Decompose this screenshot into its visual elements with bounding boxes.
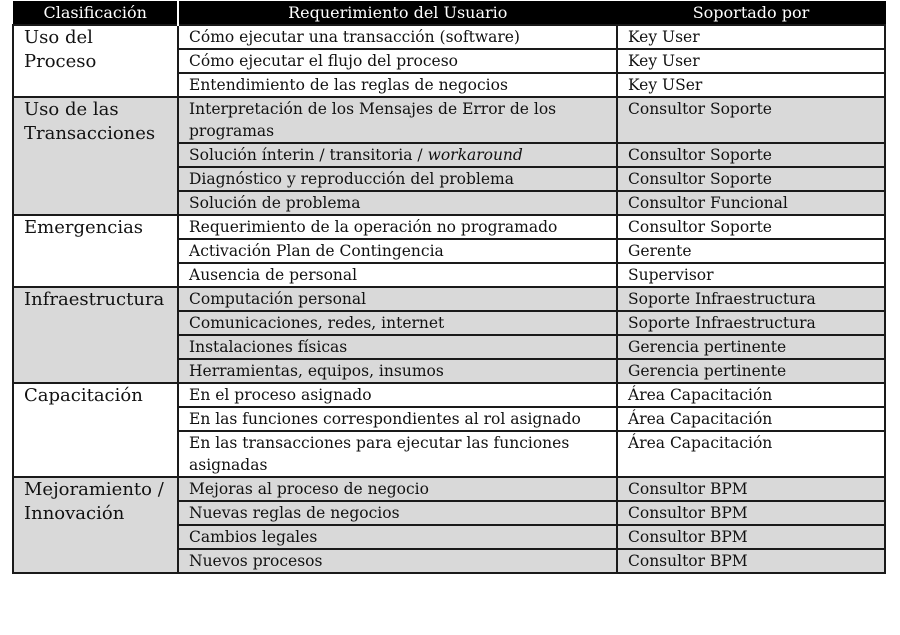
support-cell: Consultor Soporte [617, 215, 885, 239]
requirement-italic-text: workaround [427, 146, 523, 164]
requirement-cell: Entendimiento de las reglas de negocios [178, 73, 617, 97]
support-cell: Gerencia pertinente [617, 359, 885, 383]
requirement-cell [178, 143, 617, 167]
requirement-cell: Cómo ejecutar una transacción (software) [178, 25, 617, 49]
support-matrix-table [12, 1, 886, 574]
support-cell: Consultor BPM [617, 549, 885, 573]
table-row [13, 477, 885, 501]
support-cell: Área Capacitación [617, 407, 885, 431]
support-cell: Consultor Soporte [617, 97, 885, 143]
support-cell: Key User [617, 25, 885, 49]
requirement-cell: Interpretación de los Mensajes de Error de los programas [178, 97, 617, 143]
support-cell: Gerencia pertinente [617, 335, 885, 359]
support-cell: Área Capacitación [617, 383, 885, 407]
group-capacitacion [13, 383, 885, 477]
requirement-cell: Solución de problema [178, 191, 617, 215]
category-cell: Emergencias [13, 215, 178, 287]
support-cell: Consultor Soporte [617, 143, 885, 167]
table-row [13, 25, 885, 49]
header-requerimiento: Requerimiento del Usuario [178, 1, 617, 25]
category-cell: Capacitación [13, 383, 178, 477]
table-row [13, 383, 885, 407]
support-cell: Soporte Infraestructura [617, 311, 885, 335]
requirement-cell: Mejoras al proceso de negocio [178, 477, 617, 501]
group-mejoramiento-innovacion [13, 477, 885, 573]
requirement-cell: Activación Plan de Contingencia [178, 239, 617, 263]
support-cell: Área Capacitación [617, 431, 885, 477]
requirement-cell: Nuevos procesos [178, 549, 617, 573]
support-cell: Consultor Soporte [617, 167, 885, 191]
requirement-cell: Computación personal [178, 287, 617, 311]
requirement-cell: Nuevas reglas de negocios [178, 501, 617, 525]
requirement-cell: Ausencia de personal [178, 263, 617, 287]
requirement-cell: Requerimiento de la operación no programado [178, 215, 617, 239]
support-cell: Supervisor [617, 263, 885, 287]
requirement-cell: Instalaciones físicas [178, 335, 617, 359]
requirement-text: Solución ínterin / transitoria / [189, 146, 428, 164]
requirement-cell: Diagnóstico y reproducción del problema [178, 167, 617, 191]
requirement-cell: En el proceso asignado [178, 383, 617, 407]
requirement-cell: Herramientas, equipos, insumos [178, 359, 617, 383]
support-cell: Soporte Infraestructura [617, 287, 885, 311]
support-cell: Key User [617, 49, 885, 73]
category-cell: Mejoramiento / Innovación [13, 477, 178, 573]
group-emergencias [13, 215, 885, 287]
category-cell: Uso de las Transacciones [13, 97, 178, 215]
table-row [13, 287, 885, 311]
support-cell: Consultor BPM [617, 525, 885, 549]
group-uso-de-las-transacciones [13, 97, 885, 215]
header-row [13, 1, 885, 25]
support-cell: Key USer [617, 73, 885, 97]
header-soportado-por: Soportado por [617, 1, 885, 25]
support-cell: Consultor BPM [617, 477, 885, 501]
support-cell: Consultor BPM [617, 501, 885, 525]
group-infraestructura [13, 287, 885, 383]
support-cell: Consultor Funcional [617, 191, 885, 215]
requirement-cell: En las transacciones para ejecutar las funciones asignadas [178, 431, 617, 477]
requirement-cell: Cambios legales [178, 525, 617, 549]
category-cell: Infraestructura [13, 287, 178, 383]
requirement-cell: Cómo ejecutar el flujo del proceso [178, 49, 617, 73]
requirement-cell: En las funciones correspondientes al rol asignado [178, 407, 617, 431]
table-row [13, 97, 885, 143]
category-cell: Uso del Proceso [13, 25, 178, 97]
requirement-cell: Comunicaciones, redes, internet [178, 311, 617, 335]
group-uso-del-proceso [13, 25, 885, 97]
header-clasificacion: Clasificación [13, 1, 178, 25]
support-cell: Gerente [617, 239, 885, 263]
table-header [13, 1, 885, 25]
table-row [13, 215, 885, 239]
